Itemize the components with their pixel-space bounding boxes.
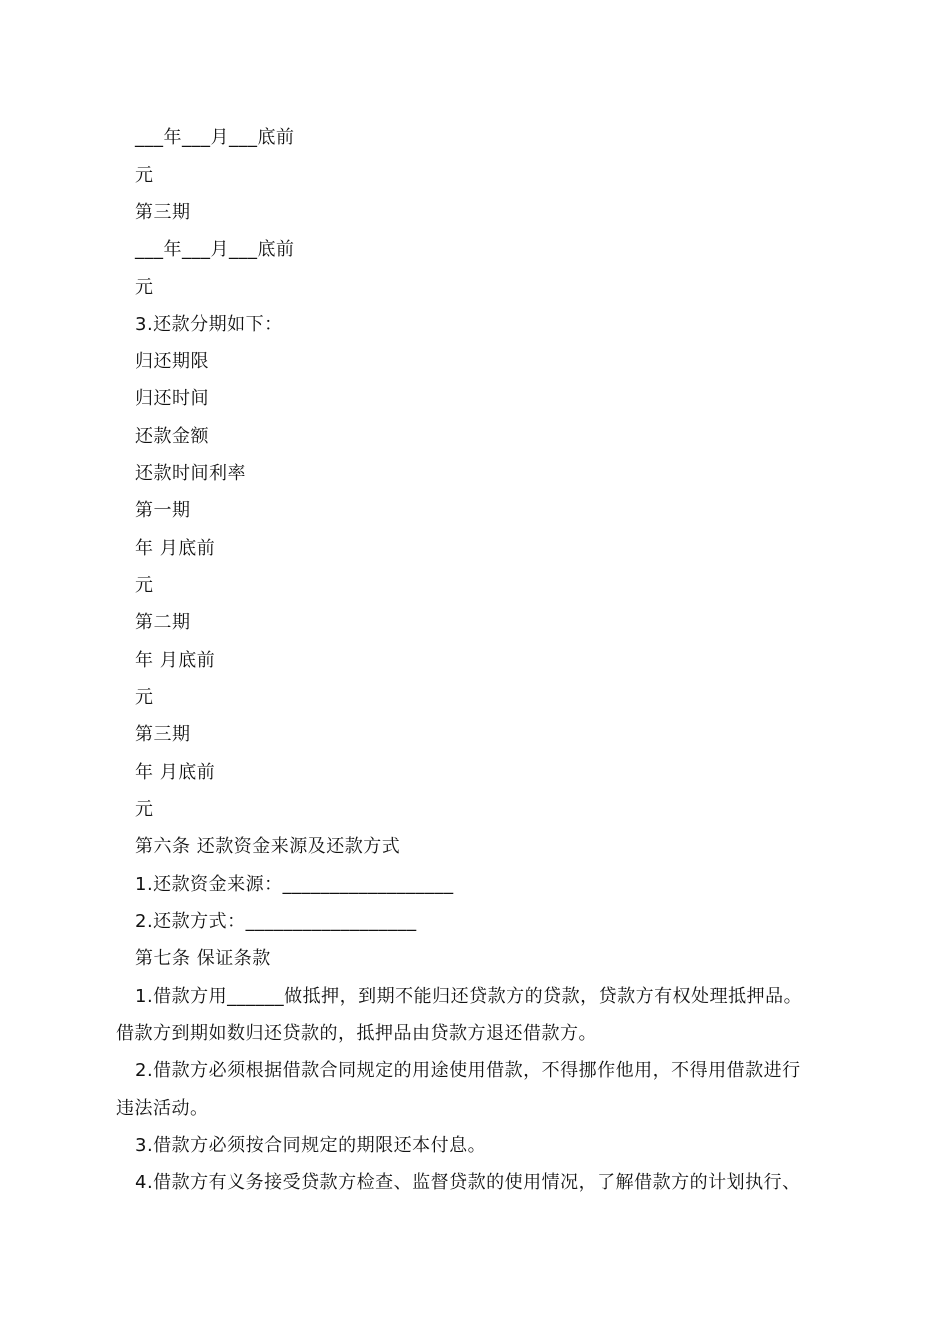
text-line: 还款时间利率 [135,463,246,484]
text-line: 元 [135,799,154,820]
text-line: 年 月底前 [135,538,216,559]
text-line: 归还期限 [135,351,209,372]
text-line: 3.还款分期如下： [135,314,283,335]
paragraph-line: 借款方到期如数归还贷款的，抵押品由贷款方退还借款方。 [116,1023,597,1044]
text-line: 还款金额 [135,426,209,447]
text-line: 元 [135,575,154,596]
paragraph-line: 3.借款方必须按合同规定的期限还本付息。 [135,1135,487,1156]
text-line: 年 月底前 [135,650,216,671]
paragraph-line: 违法活动。 [116,1098,209,1119]
text-line: 第三期 [135,202,191,223]
paragraph-line: 2.借款方必须根据借款合同规定的用途使用借款，不得挪作他用，不得用借款进行 [135,1060,801,1081]
text-line: 第三期 [135,724,191,745]
text-line: 元 [135,277,154,298]
text-line: ___年___月___底前 [135,127,295,148]
section-heading: 第六条 还款资金来源及还款方式 [135,836,401,857]
text-line: 2.还款方式：__________________ [135,911,417,932]
text-line: ___年___月___底前 [135,239,295,260]
text-line: 元 [135,165,154,186]
text-line: 元 [135,687,154,708]
paragraph-line: 4.借款方有义务接受贷款方检查、监督贷款的使用情况，了解借款方的计划执行、 [135,1172,801,1193]
text-line: 第一期 [135,500,191,521]
text-line: 年 月底前 [135,762,216,783]
text-line: 1.还款资金来源：__________________ [135,874,454,895]
paragraph-line: 1.借款方用______做抵押，到期不能归还贷款方的贷款，贷款方有权处理抵押品。 [135,986,803,1007]
text-line: 归还时间 [135,388,209,409]
section-heading: 第七条 保证条款 [135,948,271,969]
text-line: 第二期 [135,612,191,633]
